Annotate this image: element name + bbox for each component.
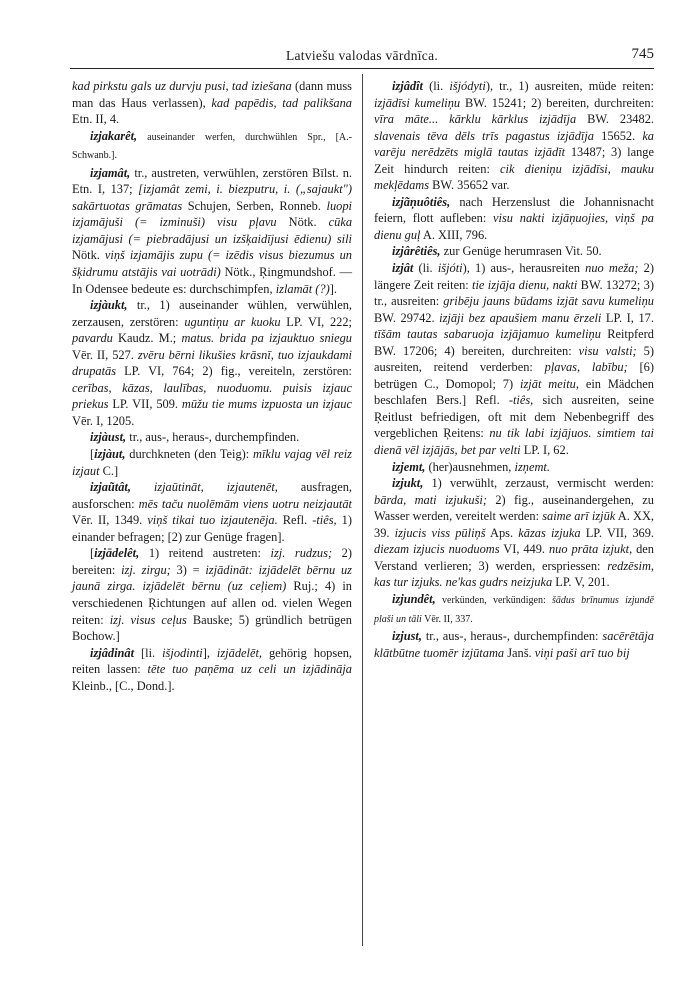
gloss-text: LP. I, 17. [601,310,654,325]
example-text: uguntiņu ar kuoku [184,314,281,329]
gloss-text: 1) reitend austreten: [139,546,271,561]
example-text: vīra māte... kārklu kārklus izjādīja [374,112,577,127]
small-text: Vēr. II, 337. [421,613,473,625]
gloss-text: sich ausreiten, seine Ŗeitlust befriedigen, oft mit dem Nebenbegriff des vergeblichen Ŗeitens: [374,393,654,441]
gloss-text: 15652. [594,128,643,143]
headword: izjust, [392,629,422,644]
gloss-text: ein Mädchen beschlafen Bers.] Refl. [374,376,655,408]
example-text: slavenais tēva dēls trīs pagastus izjādīja [374,128,595,143]
example-text: izjāt meitu, [520,376,579,391]
dictionary-entry [72,165,352,297]
example-text: -tiês, [312,513,337,528]
example-text: izlamāt (?) [275,281,330,296]
gloss-text: 2) fig., auseinandergehen, zu Wasser werden, vereitelt werden: [374,492,654,524]
example-text: izjāji bez apaušiem manu ērzeli [439,310,602,325]
example-text: nu tik labi izjājuos. simtiem tai dienā vēl izjājās, bet par velti [374,426,654,458]
gloss-text: ), 1) aus-, herausreiten [462,261,586,276]
example-text: cik dieniņu izjādīsi, mauku mekļēdams [374,161,654,193]
gloss-text: LP. VI, 764; 2) fig., vereiteln, zerstören: [116,364,352,379]
page-header [70,46,654,68]
gloss-text: Janš. [504,645,535,660]
example-text: nuo prāta izjukt, [548,542,633,557]
gloss-text: 5) ausreiten, reitend verderben: [374,343,654,375]
gloss-text: A. XX, 39. [374,509,655,540]
gloss-text: ), tr., 1) ausreiten, müde reiten: [485,79,654,93]
example-text: išjódyti [449,79,486,93]
dictionary-entry [374,78,654,194]
dictionary-entry [72,545,352,644]
example-text: cūka izjamājusi (= piebradājusi un izšķaidījusi ēdienu) sili [72,215,353,246]
example-text: kad papēdis, tad palikšana [211,95,353,110]
dictionary-entry [374,260,654,459]
example-text: izjucis viss pūliņš [394,525,486,540]
example-text: izj. visus ceļus [109,612,187,627]
example-text: [izjamât zemi, i. biezputru, i. („sajaukt") sakārtuotas grāmatas [72,182,352,213]
gloss-text: (li. [413,261,438,276]
headword: izjàust, [90,430,127,445]
example-text: izj. zirgu; [121,562,171,577]
gloss-text: BW. 29742. [374,310,440,325]
example-text: luopi izjamājuši (= izminuši) visu pļavu [72,198,352,230]
example-text: pavardu [72,331,113,346]
gloss-text: (li. [422,79,450,93]
gloss-text: Reitpferd BW. 17206; 4) bereiten, durchreiten: [374,327,654,358]
gloss-text: BW. 35652 var. [429,178,510,193]
example-text: tie izjāja dienu, nakti [472,277,578,292]
example-text: kad pirkstu gals uz durvju pusi, tad iziešana [72,79,292,93]
gloss-text: Bauske; 5) gründlich betrügen Bochow.] [72,612,352,644]
gloss-text: A. XIII, 796. [420,227,488,242]
dictionary-entry [374,459,654,476]
gloss-text: Kleinb., [C., Dond.]. [72,678,175,693]
example-text: izjādīsi kumeliņu [374,95,461,110]
gloss-text: BW. 23482. [576,112,654,127]
gloss-text: BW. 15241; 2) bereiten, durchreiten: [460,95,654,110]
page-number: 745 [631,46,654,62]
headword: izjaũtât, [90,480,131,495]
gloss-text: gehörig hopsen, reiten lassen: [72,645,352,677]
headword: izjârêtiês, [392,244,441,259]
gloss-text: 2) längere Zeit reiten: [374,261,654,292]
example-text: bārda, mati izjukuši; [374,492,487,507]
example-text: viņi paši arī tuo bij [534,645,630,660]
gloss-text: nach Herzenslust die Johannisnacht feiern, flott aufleben: [374,194,654,226]
headword: izjādelêt, [94,546,140,561]
example-text: išjodinti [162,645,203,660]
example-text: visu valsti; [578,343,637,358]
gloss-text: tr., austreten, verwühlen, zerstören Bīlst. n. Etn. I, 137; [72,165,352,197]
dictionary-entry [72,645,352,695]
gloss-text: [ [90,546,95,561]
gloss-text: LP. VI, 222; [280,314,352,329]
gloss-text: Nötk., Ŗingmundshof. — In Odensee bedeute es: durchschimpfen, [72,265,352,296]
example-text: tīšām tautas sabaruoja izjājamuo kumeliņu [374,327,601,342]
gloss-text: [ [90,447,95,462]
gloss-text: tr., 1) auseinander wühlen, verwühlen, zerzausen, zerstören: [72,298,352,329]
gloss-text: Nötk. [72,248,105,263]
example-text: nuo meža; [585,261,639,276]
gloss-text: [6) betrügen C., Domopol; 7) [374,360,654,391]
headword: izjãņuôtiês, [392,194,451,209]
gloss-text: 13487; 3) lange Zeit hindurch reiten: [374,145,654,176]
right-column [374,78,654,661]
gloss-text: durchkneten (den Teig): [125,447,254,462]
headword: izjât [392,261,414,276]
gloss-text: Vēr. II, 527. [72,347,138,362]
headword: izjemt, [392,459,426,474]
example-text: visu nakti izjāņuojies, viņš pa dienu guļ [374,211,654,242]
gloss-text [131,480,154,494]
example-text: izj. rudzus; [270,546,333,561]
headword: izjàut, [94,447,126,462]
dictionary-entry [374,628,654,661]
gloss-text: tr., aus-, heraus-, durchempfinden. [126,430,300,445]
example-text: matus. brida pa izjauktuo sniegu [181,331,352,346]
example-text: saime arī izjūk [542,509,616,524]
example-text: sacērētāja klātbūtne tuomēr izjūtama [374,629,654,660]
gloss-text: [li. [134,645,163,660]
example-text: mēs taču nuolēmām viens uotru neizjautāt [138,496,352,511]
gloss-text: (dann muss man das Haus verlassen), [72,79,352,110]
dictionary-entry [72,128,352,165]
column-divider [362,74,363,946]
gloss-text: VI, 449. [499,542,549,557]
gloss-text: 3) = [170,562,206,577]
headword: izjakarêt, [90,128,138,143]
headword: izjâdît [392,79,423,93]
dictionary-entry [72,446,352,479]
dictionary-entry [374,591,654,628]
example-text: izjādināt: izjādelēt bērnu uz jaunā zirga. izjādelēt bērnu (uz ceļiem) [72,562,353,594]
gloss-text: Vēr. I, 1205. [72,413,135,428]
gloss-text: ]. [329,281,337,296]
gloss-text: den Verstand verlieren; 3) werden, erspriessen: [374,542,654,573]
example-text: diezam izjucis nuoduoms [374,542,500,557]
headword: izjukt, [392,476,424,491]
dictionary-entry [72,429,352,446]
example-text: ka varēju nerēdzēts miglā tautas izjādīt [374,128,655,160]
gloss-text: (her)ausnehmen, [425,459,515,474]
gloss-text: Refl. [277,513,313,528]
gloss-text: 1) einander befragen; [2) zur Genüge fragen]. [72,513,352,544]
example-text: redzēsim, kas tur izjuks. ne'kas gudrs neizjuka [374,558,654,590]
gloss-text: C.] [99,463,119,478]
example-text: zvēru bērni likušies krāsnī, tuo izjaukdami drupatās [72,347,352,379]
gloss-text: zur Genüge herumrasen Vit. 50. [440,244,602,259]
gloss-text: LP. VII, 509. [108,397,182,412]
gloss-text: Kaudz. M.; [112,331,182,346]
example-text: išjóti [437,261,463,276]
example-text: pļavas, labību; [544,360,628,375]
gloss-text: 1) verwühlt, zerzaust, vermischt werden: [423,476,654,491]
small-text: verkünden, verkündigen: [435,594,553,606]
example-text: kāzas izjuka [518,525,581,540]
example-text: izjādelēt, [216,645,263,660]
gloss-text: Ruj.; 4) in verschiedenen Ŗichtungen auf allen od. vielen Wegen reiten: [72,579,352,627]
example-text: gribēju jauns būdams izjāt savu kumeliņu [443,294,654,309]
example-text: -tiês, [508,393,534,408]
example-text: viņš tikai tuo izjautenēja. [147,513,278,528]
gloss-text: tr., aus-, heraus-, durchempfinden: [421,629,603,644]
dictionary-entry [374,194,654,244]
headword: izjamât, [90,165,131,180]
gloss-text: 2) bereiten: [72,546,352,577]
gloss-text: ], [202,645,217,660]
headword: izjâdinât [90,645,135,660]
dictionary-entry [374,243,654,260]
running-title: Latviešu valodas vārdnīca. [285,48,439,63]
gloss-text: LP. VII, 369. [580,525,654,540]
dictionary-entry [72,297,352,429]
example-text: cerības, kāzas, laulības, nuoduomu. puisis izjauc priekus [72,380,352,412]
example-text: mūžu tie mums izpuosta un izjauc [181,397,352,412]
headword: izjundêt, [392,591,436,606]
gloss-text: Etn. II, 4. [72,112,120,127]
example-text: tēte tuo paņēma uz celi un izjādināja [147,662,352,677]
small-example-text: šādus brīnumus izjundē plaši un tāli [374,594,654,625]
gloss-text: Aps. [485,525,519,540]
dictionary-entry [72,479,352,545]
gloss-text: LP. V, 201. [552,575,610,590]
gloss-text: LP. I, 62. [520,443,569,458]
example-text: mīklu vajag vēl reiz izjaut [72,447,352,478]
example-text: izjaūtināt, izjautenēt, [153,480,278,495]
gloss-text: ausfragen, ausforschen: [72,480,352,511]
example-text: izņemt. [514,459,550,474]
example-text: viņš izjamājis zupu (= izēdis visus biezumus un šķidrumu atstājis vai uotrādi) [72,248,353,280]
left-column [72,78,352,694]
small-text: auseinander werfen, durchwühlen Spr., [A.-Schwanb.]. [72,131,352,162]
gloss-text: BW. 13272; 3) tr., ausreiten: [374,277,654,309]
header-rule [70,68,654,69]
headword: izjàukt, [90,298,128,313]
gloss-text: Nötk. [276,215,329,230]
dictionary-entry [72,78,352,128]
gloss-text: Schujen, Serben, Ronneb. [182,198,327,213]
gloss-text: Vēr. II, 1349. [72,513,148,528]
dictionary-entry [374,475,654,591]
